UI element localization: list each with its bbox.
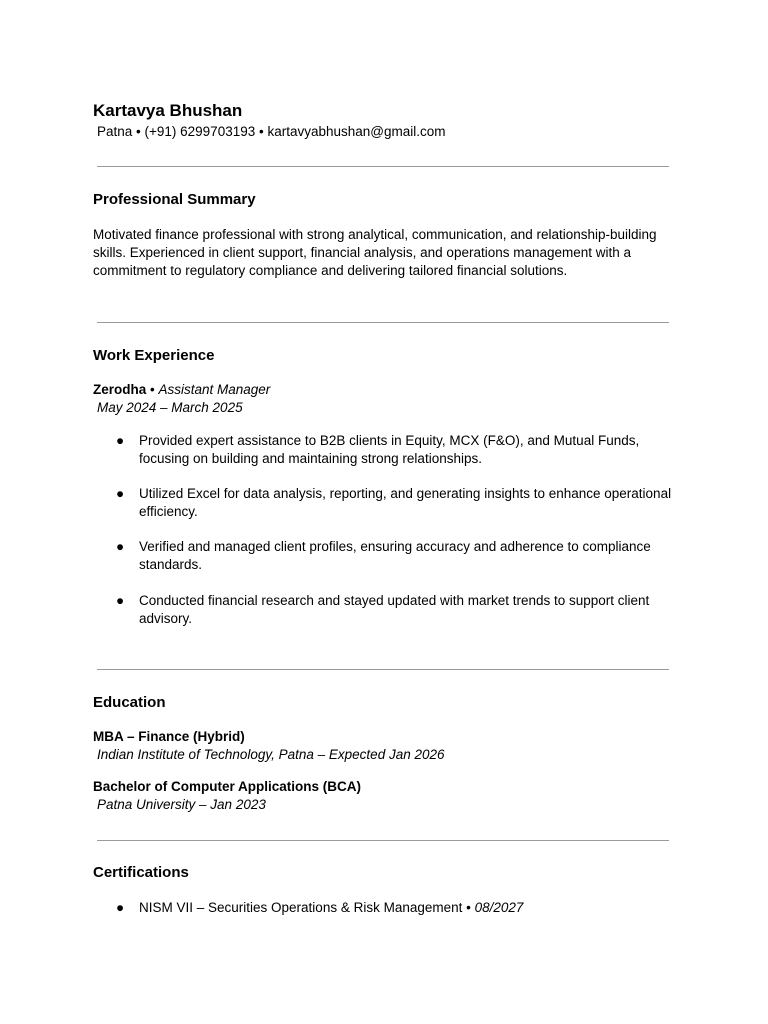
bullet-icon: ●	[116, 900, 125, 915]
list-item	[116, 899, 676, 917]
candidate-name: Kartavya Bhushan	[93, 101, 243, 120]
company-name: Zerodha	[93, 382, 147, 397]
divider	[97, 840, 669, 841]
bullet-icon: ●	[116, 486, 125, 501]
divider	[97, 669, 669, 670]
certification-name: NISM VII – Securities Operations & Risk Management	[139, 900, 463, 915]
section-title-summary: Professional Summary	[93, 191, 256, 208]
bullet-icon: ●	[116, 593, 125, 608]
section-title-experience: Work Experience	[93, 347, 215, 364]
certification-date: 08/2027	[474, 900, 524, 915]
education-institution: Patna University – Jan 2023	[97, 797, 266, 812]
experience-bullet-text: Verified and managed client profiles, ensuring accuracy and adherence to compliance standards.	[139, 539, 651, 572]
section-title-education: Education	[93, 694, 166, 711]
experience-bullet-text: Provided expert assistance to B2B clients in Equity, MCX (F&O), and Mutual Funds, focusing on building and maintaining strong relationships.	[139, 433, 640, 466]
bullet-icon: ●	[116, 539, 125, 554]
education-degree: MBA – Finance (Hybrid)	[93, 729, 245, 744]
job-separator: •	[146, 382, 159, 397]
education-institution: Indian Institute of Technology, Patna – Expected Jan 2026	[97, 747, 445, 762]
job-heading	[93, 382, 270, 397]
list-item	[116, 485, 676, 521]
job-dates: May 2024 – March 2025	[97, 400, 243, 415]
summary-text: Motivated finance professional with strong analytical, communication, and relationship-building skills. Experienced in client support, financial analysis, and operations management with a commitment to regulatory compliance and delivering tailored financial solutions.	[93, 227, 657, 278]
list-item	[116, 432, 676, 468]
job-role: Assistant Manager	[158, 382, 271, 397]
certification-text	[139, 899, 674, 917]
list-item	[116, 592, 676, 628]
experience-bullet-text: Utilized Excel for data analysis, reporting, and generating insights to enhance operational efficiency.	[139, 486, 672, 519]
list-item	[116, 538, 676, 574]
divider	[97, 322, 669, 323]
contact-line: Patna • (+91) 6299703193 • kartavyabhushan@gmail.com	[97, 124, 446, 139]
certification-separator: •	[462, 900, 475, 915]
divider	[97, 166, 669, 167]
experience-bullet-text: Conducted financial research and stayed updated with market trends to support client advisory.	[139, 593, 650, 626]
bullet-icon: ●	[116, 433, 125, 448]
education-degree: Bachelor of Computer Applications (BCA)	[93, 779, 362, 794]
section-title-certifications: Certifications	[93, 864, 189, 881]
